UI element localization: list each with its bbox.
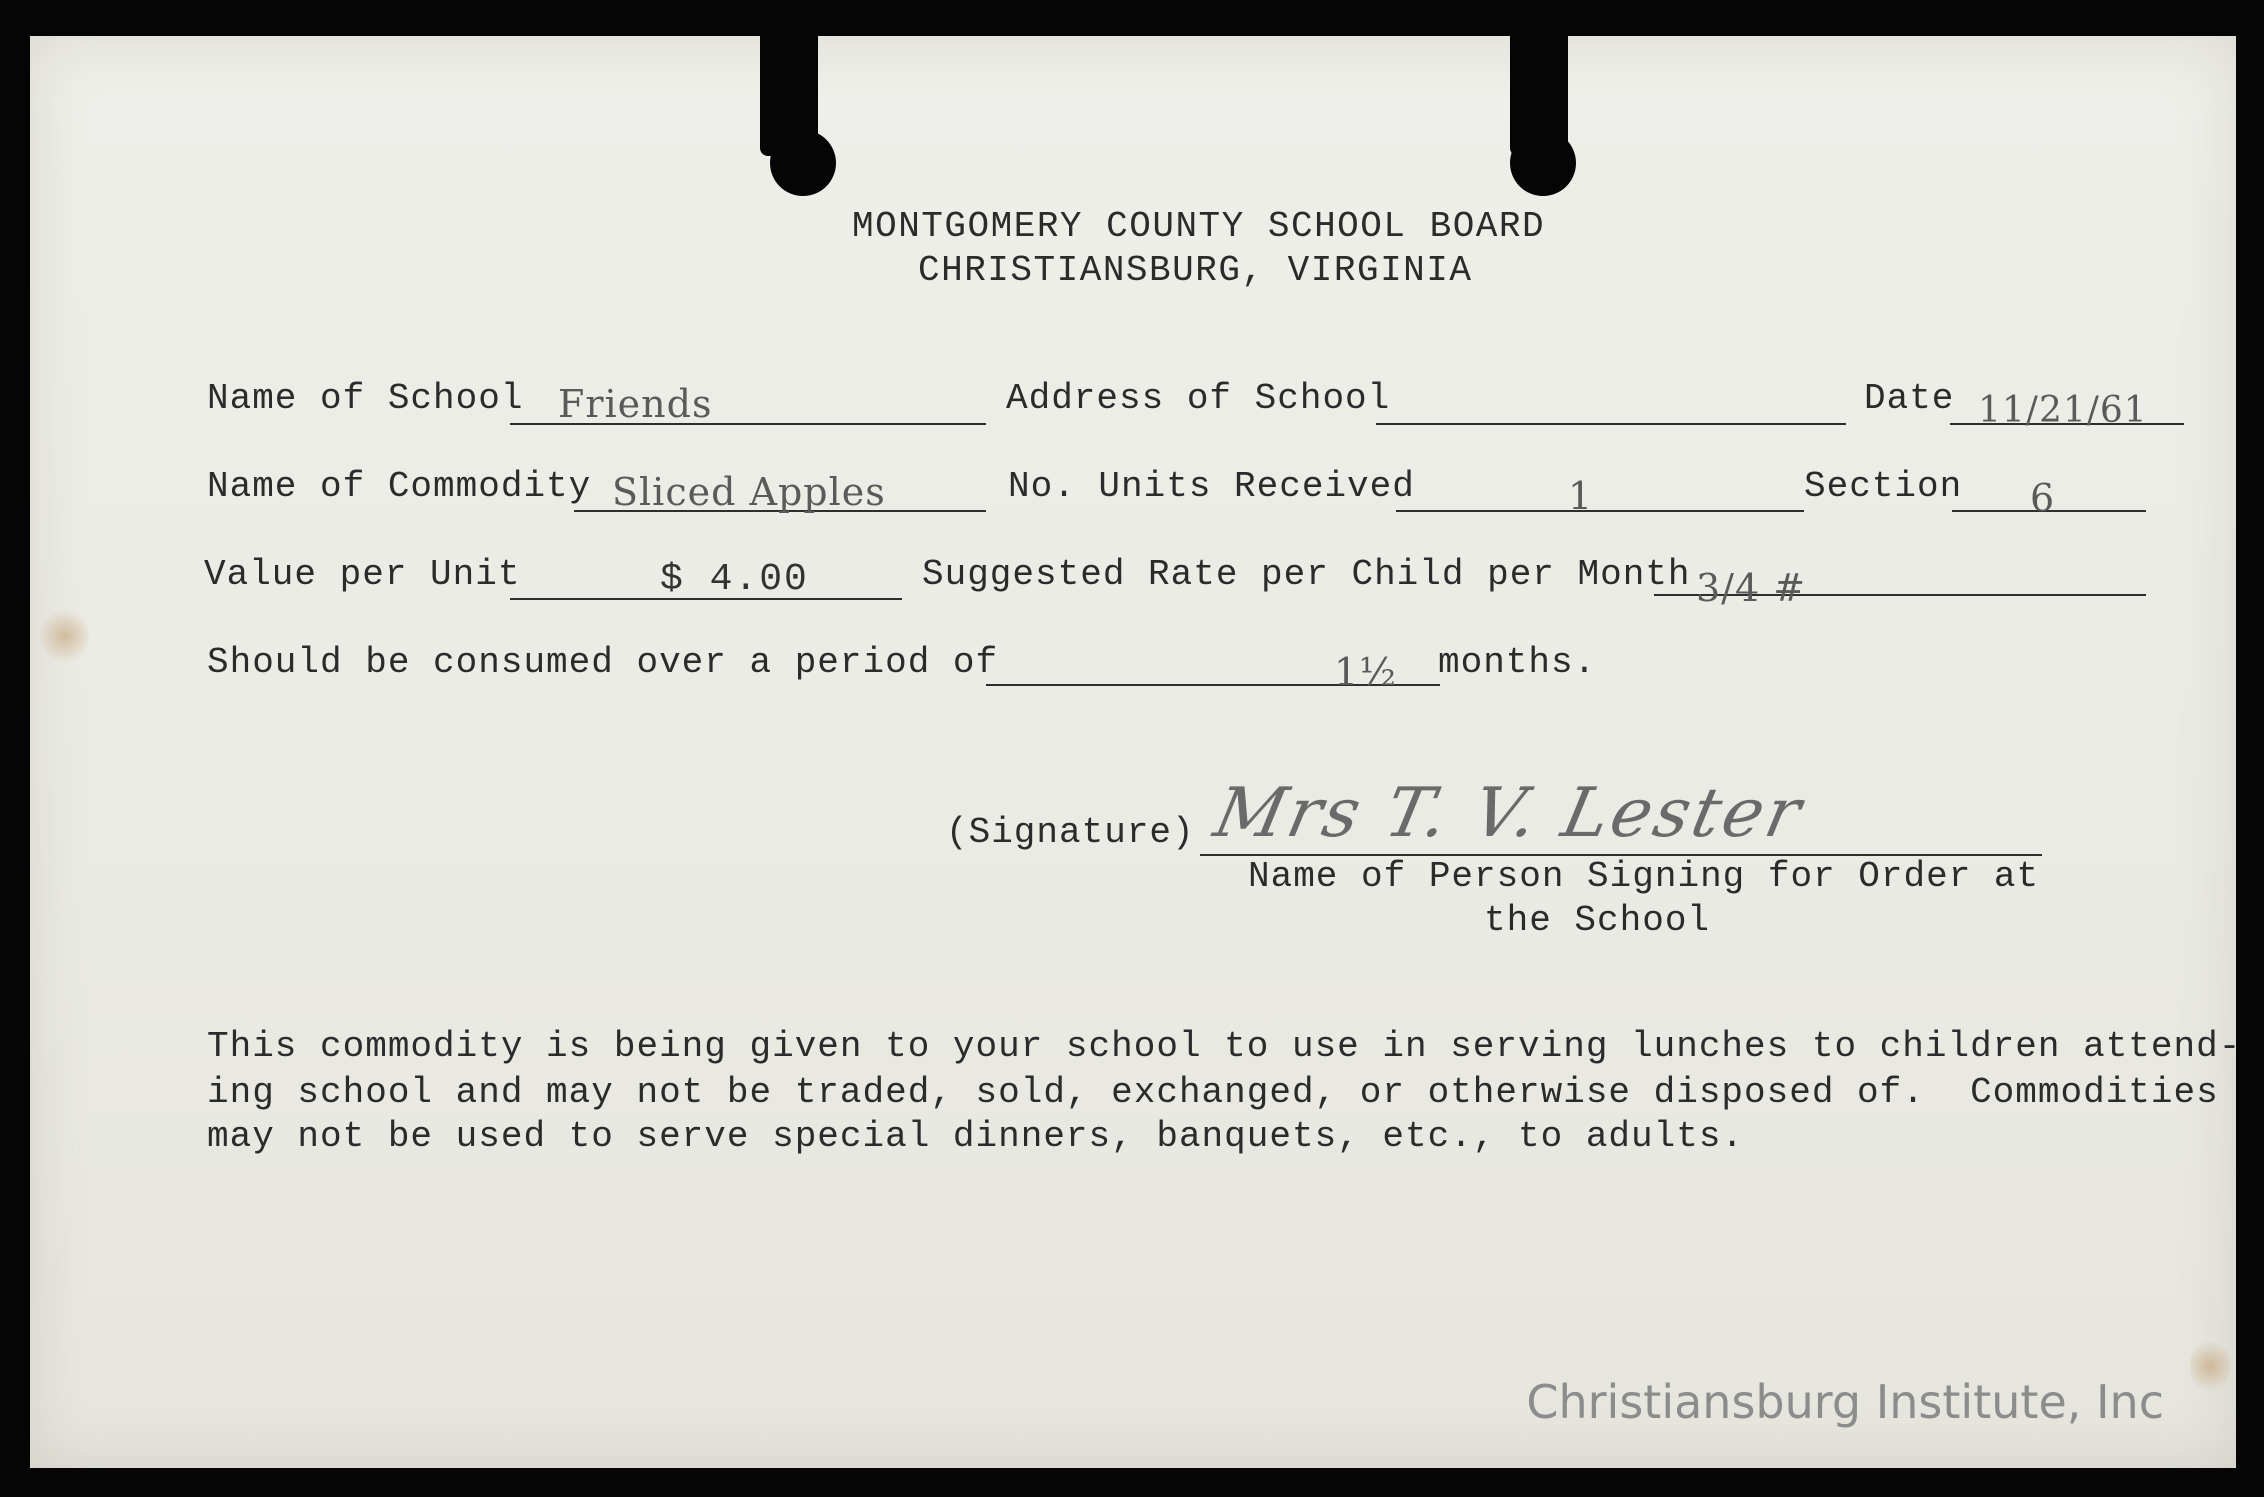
signature-caption-line1: Name of Person Signing for Order at bbox=[1248, 856, 2040, 897]
commodity-value: Sliced Apples bbox=[612, 470, 886, 514]
signature-caption-line2: the School bbox=[1484, 900, 1711, 941]
school-address-label: Address of School bbox=[1006, 378, 1391, 419]
binder-hole-left bbox=[770, 130, 836, 196]
school-address-line bbox=[1376, 423, 1846, 425]
binder-hole-right bbox=[1510, 130, 1576, 196]
header-title: MONTGOMERY COUNTY SCHOOL BOARD bbox=[852, 206, 1546, 247]
units-line bbox=[1396, 510, 1804, 512]
header-location: CHRISTIANSBURG, VIRGINIA bbox=[918, 250, 1473, 291]
period-label: Should be consumed over a period of bbox=[207, 642, 999, 683]
date-label: Date bbox=[1864, 378, 1955, 419]
period-value: 1½ bbox=[1334, 650, 1398, 694]
period-suffix: months. bbox=[1438, 642, 1597, 683]
watermark-text: Christiansburg Institute, Inc bbox=[1526, 1375, 2164, 1429]
date-value: 11/21/61 bbox=[1978, 390, 2148, 431]
section-value: 6 bbox=[2030, 476, 2056, 520]
suggested-rate-value: 3/4 # bbox=[1696, 566, 1807, 610]
school-name-label: Name of School bbox=[207, 378, 524, 419]
paper-stain bbox=[2190, 1336, 2230, 1396]
value-per-unit-label: Value per Unit bbox=[204, 554, 521, 595]
signature-label: (Signature) bbox=[946, 812, 1195, 853]
paper-stain bbox=[40, 606, 90, 666]
section-label: Section bbox=[1804, 466, 1963, 507]
school-name-value: Friends bbox=[558, 382, 713, 426]
units-label: No. Units Received bbox=[1008, 466, 1415, 507]
notice-line-1: This commodity is being given to your school to use in serving lunches to children attend- bbox=[207, 1026, 2242, 1067]
notice-line-3: may not be used to serve special dinners, banquets, etc., to adults. bbox=[207, 1116, 1745, 1157]
units-value: 1 bbox=[1568, 474, 1594, 518]
signature-value: Mrs T. V. Lester bbox=[1207, 774, 1811, 853]
notice-line-2: ing school and may not be traded, sold, exchanged, or otherwise disposed of. Commodities bbox=[207, 1072, 2219, 1113]
value-per-unit-value: $ 4.00 bbox=[660, 558, 809, 601]
suggested-rate-label: Suggested Rate per Child per Month bbox=[922, 554, 1691, 595]
commodity-label: Name of Commodity bbox=[207, 466, 592, 507]
